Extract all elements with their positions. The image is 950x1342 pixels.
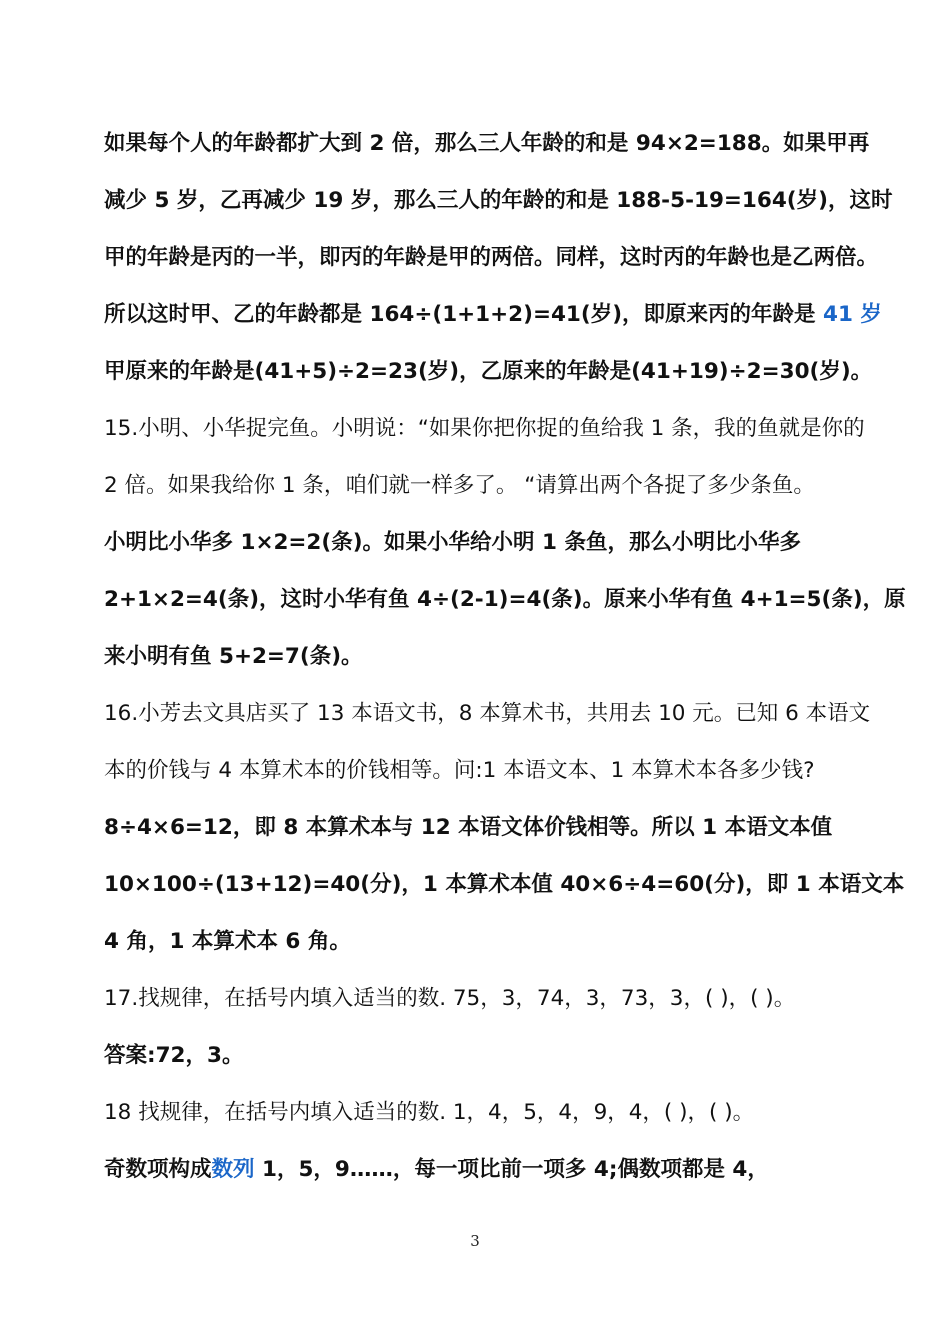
question15-line2: 2 倍。如果我给你 1 条，咱们就一样多了。 “请算出两个各捉了多少条鱼。 bbox=[104, 473, 815, 498]
solution14-line2: 减少 5 岁，乙再减少 19 岁，那么三人的年龄的和是 188-5-19=164(岁)，这时 bbox=[104, 188, 893, 213]
answer16-line2: 10×100÷(13+12)=40(分)，1 本算术本值 40×6÷4=60(分)，即 1 本语文本 bbox=[104, 872, 905, 897]
question18-line1: 18 找规律，在括号内填入适当的数. 1，4，5，4，9，4，( )，( )。 bbox=[104, 1100, 755, 1125]
answer18-line1 bbox=[104, 1153, 864, 1187]
answer16-line1: 8÷4×6=12，即 8 本算术本与 12 本语文体价钱相等。所以 1 本语文本值 bbox=[104, 815, 833, 840]
answer18-prefix: 奇数项构成 bbox=[104, 1157, 212, 1182]
answer18-suffix: 1，5，9……，每一项比前一项多 4;偶数项都是 4， bbox=[254, 1157, 769, 1182]
answer15-line3: 来小明有鱼 5+2=7(条)。 bbox=[104, 644, 363, 669]
solution14-line5: 甲原来的年龄是(41+5)÷2=23(岁)，乙原来的年龄是(41+19)÷2=30(岁)。 bbox=[104, 359, 873, 384]
solution14-line3: 甲的年龄是丙的一半，即丙的年龄是甲的两倍。同样，这时丙的年龄也是乙两倍。 bbox=[104, 245, 879, 270]
answer15-line1: 小明比小华多 1×2=2(条)。如果小华给小明 1 条鱼，那么小明比小华多 bbox=[104, 530, 801, 555]
answer15-line2: 2+1×2=4(条)，这时小华有鱼 4÷(2-1)=4(条)。原来小华有鱼 4+1=5(条)，原 bbox=[104, 587, 906, 612]
highlight-answer-link[interactable]: 41 岁 bbox=[823, 302, 882, 327]
question16-line1: 16.小芳去文具店买了 13 本语文书，8 本算术书，共用去 10 元。已知 6 本语文 bbox=[104, 701, 871, 726]
answer16-line3: 4 角，1 本算术本 6 角。 bbox=[104, 929, 351, 954]
answer17-line1: 答案:72，3。 bbox=[104, 1043, 244, 1068]
solution14-line4 bbox=[104, 298, 882, 332]
question17-line1: 17.找规律，在括号内填入适当的数. 75，3，74，3，73，3，( )，( )。 bbox=[104, 986, 796, 1011]
question16-line2: 本的价钱与 4 本算术本的价钱相等。问:1 本语文本、1 本算术本各多少钱? bbox=[104, 758, 815, 783]
question15-line1: 15.小明、小华捉完鱼。小明说：“如果你把你捉的鱼给我 1 条，我的鱼就是你的 bbox=[104, 416, 865, 441]
solution14-line1: 如果每个人的年龄都扩大到 2 倍，那么三人年龄的和是 94×2=188。如果甲再 bbox=[104, 131, 870, 156]
page-number: 3 bbox=[470, 1232, 480, 1250]
solution14-line4-text: 所以这时甲、乙的年龄都是 164÷(1+1+2)=41(岁)，即原来丙的年龄是 bbox=[104, 302, 824, 327]
sequence-link[interactable]: 数列 bbox=[211, 1157, 255, 1182]
